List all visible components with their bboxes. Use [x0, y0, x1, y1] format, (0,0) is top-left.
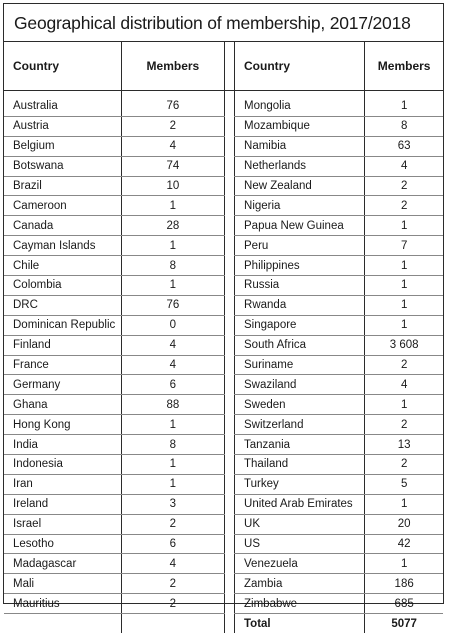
right-country-cell: Sweden [235, 395, 365, 415]
table-row [4, 594, 443, 614]
column-gap-cell [225, 395, 235, 415]
left-members-cell: 88 [121, 395, 224, 415]
left-members-cell: 2 [121, 574, 224, 594]
table-row [4, 514, 443, 534]
total-label: Total [235, 614, 365, 633]
right-members-cell: 2 [365, 176, 443, 196]
left-members-cell: 76 [121, 295, 224, 315]
left-country-cell: Mauritius [4, 594, 121, 614]
column-gap-cell [225, 176, 235, 196]
right-members-cell: 685 [365, 594, 443, 614]
left-members-cell: 4 [121, 136, 224, 156]
right-members-cell: 13 [365, 435, 443, 455]
right-country-cell: Venezuela [235, 554, 365, 574]
left-country-cell: Madagascar [4, 554, 121, 574]
table-row [4, 574, 443, 594]
column-gap-cell [225, 534, 235, 554]
table-row [4, 256, 443, 276]
right-members-cell: 3 608 [365, 335, 443, 355]
right-members-cell: 8 [365, 116, 443, 136]
total-row [4, 614, 443, 633]
left-country-cell: Indonesia [4, 455, 121, 475]
table-row [4, 534, 443, 554]
column-gap-cell [225, 435, 235, 455]
table-row [4, 295, 443, 315]
right-country-cell: Namibia [235, 136, 365, 156]
left-members-cell: 1 [121, 455, 224, 475]
right-country-cell: Suriname [235, 355, 365, 375]
right-members-cell: 1 [365, 97, 443, 116]
right-members-cell: 4 [365, 375, 443, 395]
right-country-cell: Singapore [235, 315, 365, 335]
right-members-cell: 1 [365, 395, 443, 415]
right-members-cell: 1 [365, 216, 443, 236]
left-country-cell: India [4, 435, 121, 455]
left-country-cell: Germany [4, 375, 121, 395]
right-members-cell: 2 [365, 455, 443, 475]
left-members-cell: 0 [121, 315, 224, 335]
left-members-cell: 4 [121, 355, 224, 375]
left-country-cell: Australia [4, 97, 121, 116]
left-members-header: Members [121, 42, 224, 91]
right-country-cell: Russia [235, 276, 365, 296]
table-row [4, 236, 443, 256]
right-members-cell: 20 [365, 514, 443, 534]
table-row [4, 355, 443, 375]
left-members-cell: 1 [121, 236, 224, 256]
left-country-cell: France [4, 355, 121, 375]
column-gap-cell [225, 554, 235, 574]
empty-cell [121, 614, 224, 633]
right-country-header: Country [235, 42, 365, 91]
table-row [4, 315, 443, 335]
column-gap-cell [225, 216, 235, 236]
left-country-cell: Iran [4, 474, 121, 494]
table-title: Geographical distribution of membership, 2017/2018 [4, 4, 443, 42]
table-row [4, 276, 443, 296]
column-gap-cell [225, 335, 235, 355]
left-country-cell: Israel [4, 514, 121, 534]
left-members-cell: 1 [121, 474, 224, 494]
table-row [4, 554, 443, 574]
left-country-cell: Austria [4, 116, 121, 136]
table-row [4, 97, 443, 116]
left-country-cell: Finland [4, 335, 121, 355]
column-gap-cell [225, 514, 235, 534]
left-country-cell: DRC [4, 295, 121, 315]
right-country-cell: United Arab Emirates [235, 494, 365, 514]
right-members-cell: 4 [365, 156, 443, 176]
left-country-cell: Dominican Republic [4, 315, 121, 335]
right-members-cell: 1 [365, 554, 443, 574]
right-country-cell: Peru [235, 236, 365, 256]
column-gap-cell [225, 594, 235, 614]
column-gap-cell [225, 196, 235, 216]
column-gap-cell [225, 116, 235, 136]
column-gap-cell [225, 455, 235, 475]
left-members-cell: 1 [121, 196, 224, 216]
right-country-cell: South Africa [235, 335, 365, 355]
right-country-cell: New Zealand [235, 176, 365, 196]
left-country-cell: Botswana [4, 156, 121, 176]
right-country-cell: Philippines [235, 256, 365, 276]
column-gap-cell [225, 236, 235, 256]
left-country-cell: Hong Kong [4, 415, 121, 435]
right-members-cell: 1 [365, 295, 443, 315]
left-members-cell: 2 [121, 116, 224, 136]
membership-table [4, 42, 443, 633]
table-row [4, 176, 443, 196]
right-country-cell: Mongolia [235, 97, 365, 116]
left-country-cell: Belgium [4, 136, 121, 156]
left-members-cell: 6 [121, 375, 224, 395]
total-value: 5077 [365, 614, 443, 633]
right-country-cell: Netherlands [235, 156, 365, 176]
right-country-cell: Turkey [235, 474, 365, 494]
column-gap-cell [225, 415, 235, 435]
table-row [4, 474, 443, 494]
right-members-cell: 1 [365, 276, 443, 296]
column-gap-cell [225, 156, 235, 176]
left-members-cell: 74 [121, 156, 224, 176]
left-members-cell: 1 [121, 276, 224, 296]
membership-table-frame [3, 3, 444, 604]
column-gap-cell [225, 136, 235, 156]
right-country-cell: Thailand [235, 455, 365, 475]
left-country-cell: Lesotho [4, 534, 121, 554]
left-members-cell: 2 [121, 594, 224, 614]
column-gap-cell [225, 295, 235, 315]
column-gap [225, 42, 235, 91]
left-country-cell: Brazil [4, 176, 121, 196]
column-gap-cell [225, 315, 235, 335]
column-gap-cell [225, 276, 235, 296]
right-members-cell: 7 [365, 236, 443, 256]
right-members-cell: 42 [365, 534, 443, 554]
right-country-cell: Switzerland [235, 415, 365, 435]
header-row [4, 42, 443, 91]
left-country-header: Country [4, 42, 121, 91]
right-country-cell: Swaziland [235, 375, 365, 395]
left-members-cell: 28 [121, 216, 224, 236]
column-gap-cell [225, 375, 235, 395]
column-gap-cell [225, 614, 235, 633]
left-members-cell: 1 [121, 415, 224, 435]
right-members-cell: 2 [365, 196, 443, 216]
table-row [4, 395, 443, 415]
left-country-cell: Cameroon [4, 196, 121, 216]
left-country-cell: Colombia [4, 276, 121, 296]
right-members-cell: 5 [365, 474, 443, 494]
right-members-cell: 2 [365, 355, 443, 375]
left-country-cell: Mali [4, 574, 121, 594]
empty-cell [4, 614, 121, 633]
table-row [4, 494, 443, 514]
column-gap-cell [225, 256, 235, 276]
table-row [4, 375, 443, 395]
right-members-cell: 1 [365, 494, 443, 514]
right-country-cell: Mozambique [235, 116, 365, 136]
left-members-cell: 2 [121, 514, 224, 534]
left-country-cell: Chile [4, 256, 121, 276]
table-row [4, 216, 443, 236]
column-gap-cell [225, 355, 235, 375]
left-members-cell: 8 [121, 435, 224, 455]
left-country-cell: Ireland [4, 494, 121, 514]
right-members-cell: 186 [365, 574, 443, 594]
right-members-cell: 63 [365, 136, 443, 156]
left-country-cell: Cayman Islands [4, 236, 121, 256]
left-members-cell: 4 [121, 335, 224, 355]
right-members-cell: 1 [365, 256, 443, 276]
table-row [4, 136, 443, 156]
right-country-cell: Nigeria [235, 196, 365, 216]
left-country-cell: Ghana [4, 395, 121, 415]
right-country-cell: Tanzania [235, 435, 365, 455]
right-country-cell: US [235, 534, 365, 554]
left-members-cell: 3 [121, 494, 224, 514]
column-gap-cell [225, 574, 235, 594]
table-row [4, 116, 443, 136]
table-row [4, 196, 443, 216]
table-row [4, 455, 443, 475]
right-country-cell: UK [235, 514, 365, 534]
right-country-cell: Zambia [235, 574, 365, 594]
column-gap-cell [225, 97, 235, 116]
right-members-cell: 2 [365, 415, 443, 435]
right-country-cell: Zimbabwe [235, 594, 365, 614]
table-row [4, 335, 443, 355]
right-country-cell: Papua New Guinea [235, 216, 365, 236]
left-members-cell: 10 [121, 176, 224, 196]
column-gap-cell [225, 474, 235, 494]
right-country-cell: Rwanda [235, 295, 365, 315]
table-body [4, 91, 443, 633]
right-members-cell: 1 [365, 315, 443, 335]
left-members-cell: 8 [121, 256, 224, 276]
left-members-cell: 6 [121, 534, 224, 554]
left-members-cell: 76 [121, 97, 224, 116]
table-row [4, 156, 443, 176]
left-country-cell: Canada [4, 216, 121, 236]
left-members-cell: 4 [121, 554, 224, 574]
table-row [4, 415, 443, 435]
right-members-header: Members [365, 42, 443, 91]
column-gap-cell [225, 494, 235, 514]
table-row [4, 435, 443, 455]
